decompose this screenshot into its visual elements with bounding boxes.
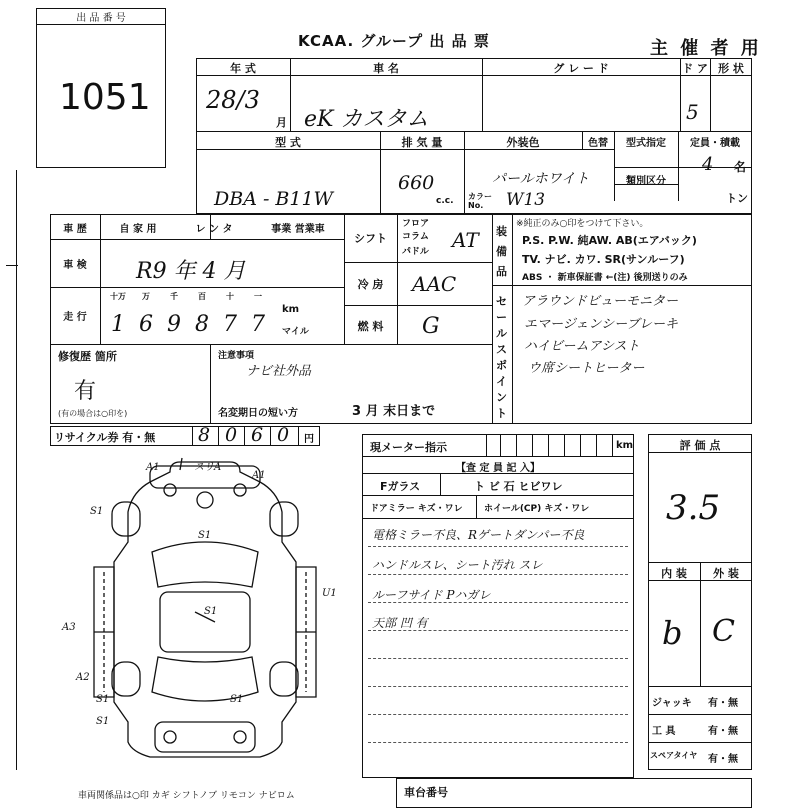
wheel-front-left [112, 502, 140, 536]
mark-a1-front: A1 [146, 462, 160, 473]
mileage-digits [104, 312, 274, 337]
organizer-label: 主 催 者 用 [650, 38, 762, 59]
shape-label: 形 状 [718, 62, 744, 75]
wheel-label: ホイール(CP) キズ・ワレ [484, 504, 590, 514]
aircon-value: AAC [412, 272, 457, 296]
mark-a1-right: A1 [252, 470, 266, 481]
sales-point-3: ハイビームアシスト [524, 339, 640, 354]
exterior-value: C [712, 614, 735, 649]
unit-4: 百 [198, 292, 206, 301]
displacement-unit: c.c. [436, 196, 454, 206]
mark-u1: U1 [322, 588, 337, 599]
mileage-label: 走 行 [63, 312, 87, 323]
exterior-color-value: パールホワイト [492, 171, 590, 187]
meter-label: 現メーター指示 [370, 441, 447, 454]
mileage-units [104, 291, 274, 302]
sales-point-1: アラウンドビューモニター [522, 294, 679, 309]
sales-points-label: セールスポイント [496, 295, 507, 420]
unit-5: 十 [226, 292, 234, 301]
recycle-digit-4: 0 [277, 424, 290, 446]
name-label: 車 名 [373, 62, 399, 75]
repair-note: (有の場合は○印を) [58, 409, 128, 418]
windshield [152, 542, 258, 587]
shift-column: コラム [402, 232, 429, 242]
sales-point-4: ウ席シートヒーター [528, 361, 645, 376]
short-deadline-label: 名変期日の短い方 [218, 408, 298, 419]
tail-left [164, 731, 176, 743]
year-value: 28/3 [206, 86, 260, 114]
history-private: 自 家 用 [119, 224, 157, 235]
headlight-right [234, 484, 246, 496]
spare-label: スペアタイヤ [650, 751, 698, 760]
interior-value: b [662, 614, 683, 652]
remark-4: 天部 凹 有 [372, 616, 428, 630]
bottom-note: 車両関係品は○印 カギ シフトノブ リモコン ナビロム [78, 791, 295, 801]
spare-yesno: 有・無 [708, 754, 738, 765]
remark-2: ハンドルスレ、シート汚れ スレ [372, 558, 543, 572]
recycle-digit-2: 0 [225, 424, 238, 446]
recycle-digit-1: 8 [198, 424, 211, 446]
unit-2: 万 [142, 292, 150, 301]
model-value: DBA - B11W [214, 188, 334, 210]
digit-2: 6 [139, 312, 153, 337]
evaluation-score: 3.5 [666, 488, 721, 528]
wheel-rear-right [270, 662, 298, 696]
month-suffix: 月 [276, 116, 287, 129]
tool-label: 工 具 [652, 726, 676, 737]
chassis-label: 車台番号 [404, 786, 448, 799]
headlight-left [164, 484, 176, 496]
displacement-label: 排 気 量 [401, 136, 443, 149]
page-title: KCAA. グループ 出 品 票 [298, 32, 490, 50]
deadline-value: 3 月 末日まで [352, 404, 436, 419]
digit-6: 7 [251, 312, 265, 337]
type-designation-label: 型式指定 [626, 138, 666, 149]
fuel-value: G [422, 314, 440, 339]
mark-s1-trunk: S1 [230, 694, 244, 705]
mark-s1-rear: S1 [96, 716, 110, 727]
margin-line [16, 170, 17, 770]
mirror-label: ドアミラー キズ・ワレ [370, 504, 463, 514]
shift-value: AT [452, 228, 479, 252]
lot-number-value: 1051 [59, 77, 151, 118]
glass-label: Fガラス [380, 480, 421, 493]
aircon-label: 冷 房 [357, 278, 384, 291]
lot-number-box [36, 8, 166, 168]
fuel-label: 燃 料 [357, 320, 384, 333]
capacity-value: 4 [702, 154, 714, 175]
displacement-value: 660 [398, 172, 435, 194]
shift-paddle: パドル [402, 247, 429, 257]
mark-a2: A2 [76, 672, 90, 683]
mileage-km: km [282, 304, 300, 315]
evaluation-label: 評 価 点 [679, 439, 721, 452]
capacity-unit: 名 [734, 160, 747, 174]
ton-unit: トン [726, 192, 748, 205]
repair-label: 修復歴 箇所 [58, 350, 117, 363]
rear-bumper [155, 722, 255, 752]
wheel-rear-left [112, 662, 140, 696]
margin-tick [6, 265, 18, 266]
glass-options: ト ビ 石 ヒビワレ [474, 480, 563, 493]
chassis-box [396, 778, 752, 808]
equipment-label: 装 備 品 [496, 225, 507, 278]
year-label: 年 式 [230, 62, 256, 75]
recycle-unit: 円 [304, 434, 314, 445]
car-name-value: eK カスタム [304, 107, 429, 132]
mark-s1-roof: S1 [204, 606, 218, 617]
color-change-label: 色替 [588, 138, 608, 149]
history-commercial: 事業 営業車 [271, 224, 325, 235]
lot-number-label: 出 品 番 号 [37, 9, 165, 25]
equipment-line1: P.S. P.W. 純AW. AB(エアバック) [522, 234, 697, 247]
exterior-label: 外 装 [713, 567, 739, 580]
remark-3: ルーフサイド Pハガレ [372, 588, 491, 602]
recycle-digit-3: 6 [251, 424, 264, 446]
exterior-color-label: 外装色 [506, 136, 540, 149]
tail-right [234, 731, 246, 743]
grade-label: グ レ ー ド [553, 62, 609, 75]
mileage-mile: マイル [282, 327, 309, 337]
color-number-label: カラー No. [468, 192, 492, 210]
unit-6: 一 [254, 292, 262, 301]
shift-label: シフト [354, 232, 387, 245]
notes-value: ナビ社外品 [246, 364, 312, 379]
digit-3: 9 [167, 312, 181, 337]
shift-floor: フロア [402, 219, 430, 229]
inspection-value: R9 年 4 月 [136, 259, 246, 284]
meter-km: km [616, 440, 634, 451]
digit-1: 1 [111, 312, 125, 337]
history-rental: レ ン タ [195, 224, 233, 235]
mark-sura: スリA [194, 462, 222, 473]
digit-5: 7 [223, 312, 237, 337]
mark-s1-rear-left: S1 [96, 694, 110, 705]
roof [160, 592, 250, 652]
digit-4: 8 [195, 312, 209, 337]
inspection-label: 車 検 [63, 260, 87, 271]
unit-3: 千 [170, 292, 178, 301]
doors-label: ド ア [682, 62, 708, 75]
jack-yesno: 有・無 [708, 698, 738, 709]
capacity-label: 定員・積載 [690, 138, 740, 149]
recycle-label: リサイクル券 有・無 [54, 431, 156, 444]
notes-label: 注意事項 [218, 351, 255, 361]
mark-a3: A3 [62, 622, 76, 633]
equipment-line2: TV. ナビ. カワ. SR(サンルーフ) [522, 253, 685, 266]
category-label: 類別区分 [626, 176, 666, 187]
wheel-front-right [270, 502, 298, 536]
mark-s1-left: S1 [90, 506, 104, 517]
model-label: 型 式 [275, 136, 301, 149]
sales-point-2: エマージェンシーブレーキ [524, 317, 678, 332]
tool-yesno: 有・無 [708, 726, 738, 737]
interior-label: 内 装 [661, 567, 687, 580]
repair-value: 有 [74, 379, 97, 404]
history-label: 車 歴 [63, 224, 87, 235]
equipment-line3: ABS ・ 新車保証書 ←(注) 後別送りのみ [522, 273, 688, 283]
unit-1: 十万 [110, 292, 126, 301]
color-number-value: W13 [506, 190, 546, 210]
jack-label: ジャッキ [652, 698, 692, 709]
mark-s1-hood: S1 [198, 530, 212, 541]
remark-1: 電格ミラー不良、Rゲートダンパー不良 [372, 528, 585, 542]
equipment-note: ※純正のみ○印をつけて下さい。 [516, 219, 649, 229]
inspector-title: 【査 定 員 記 入】 [456, 463, 540, 474]
doors-value: 5 [686, 100, 699, 124]
